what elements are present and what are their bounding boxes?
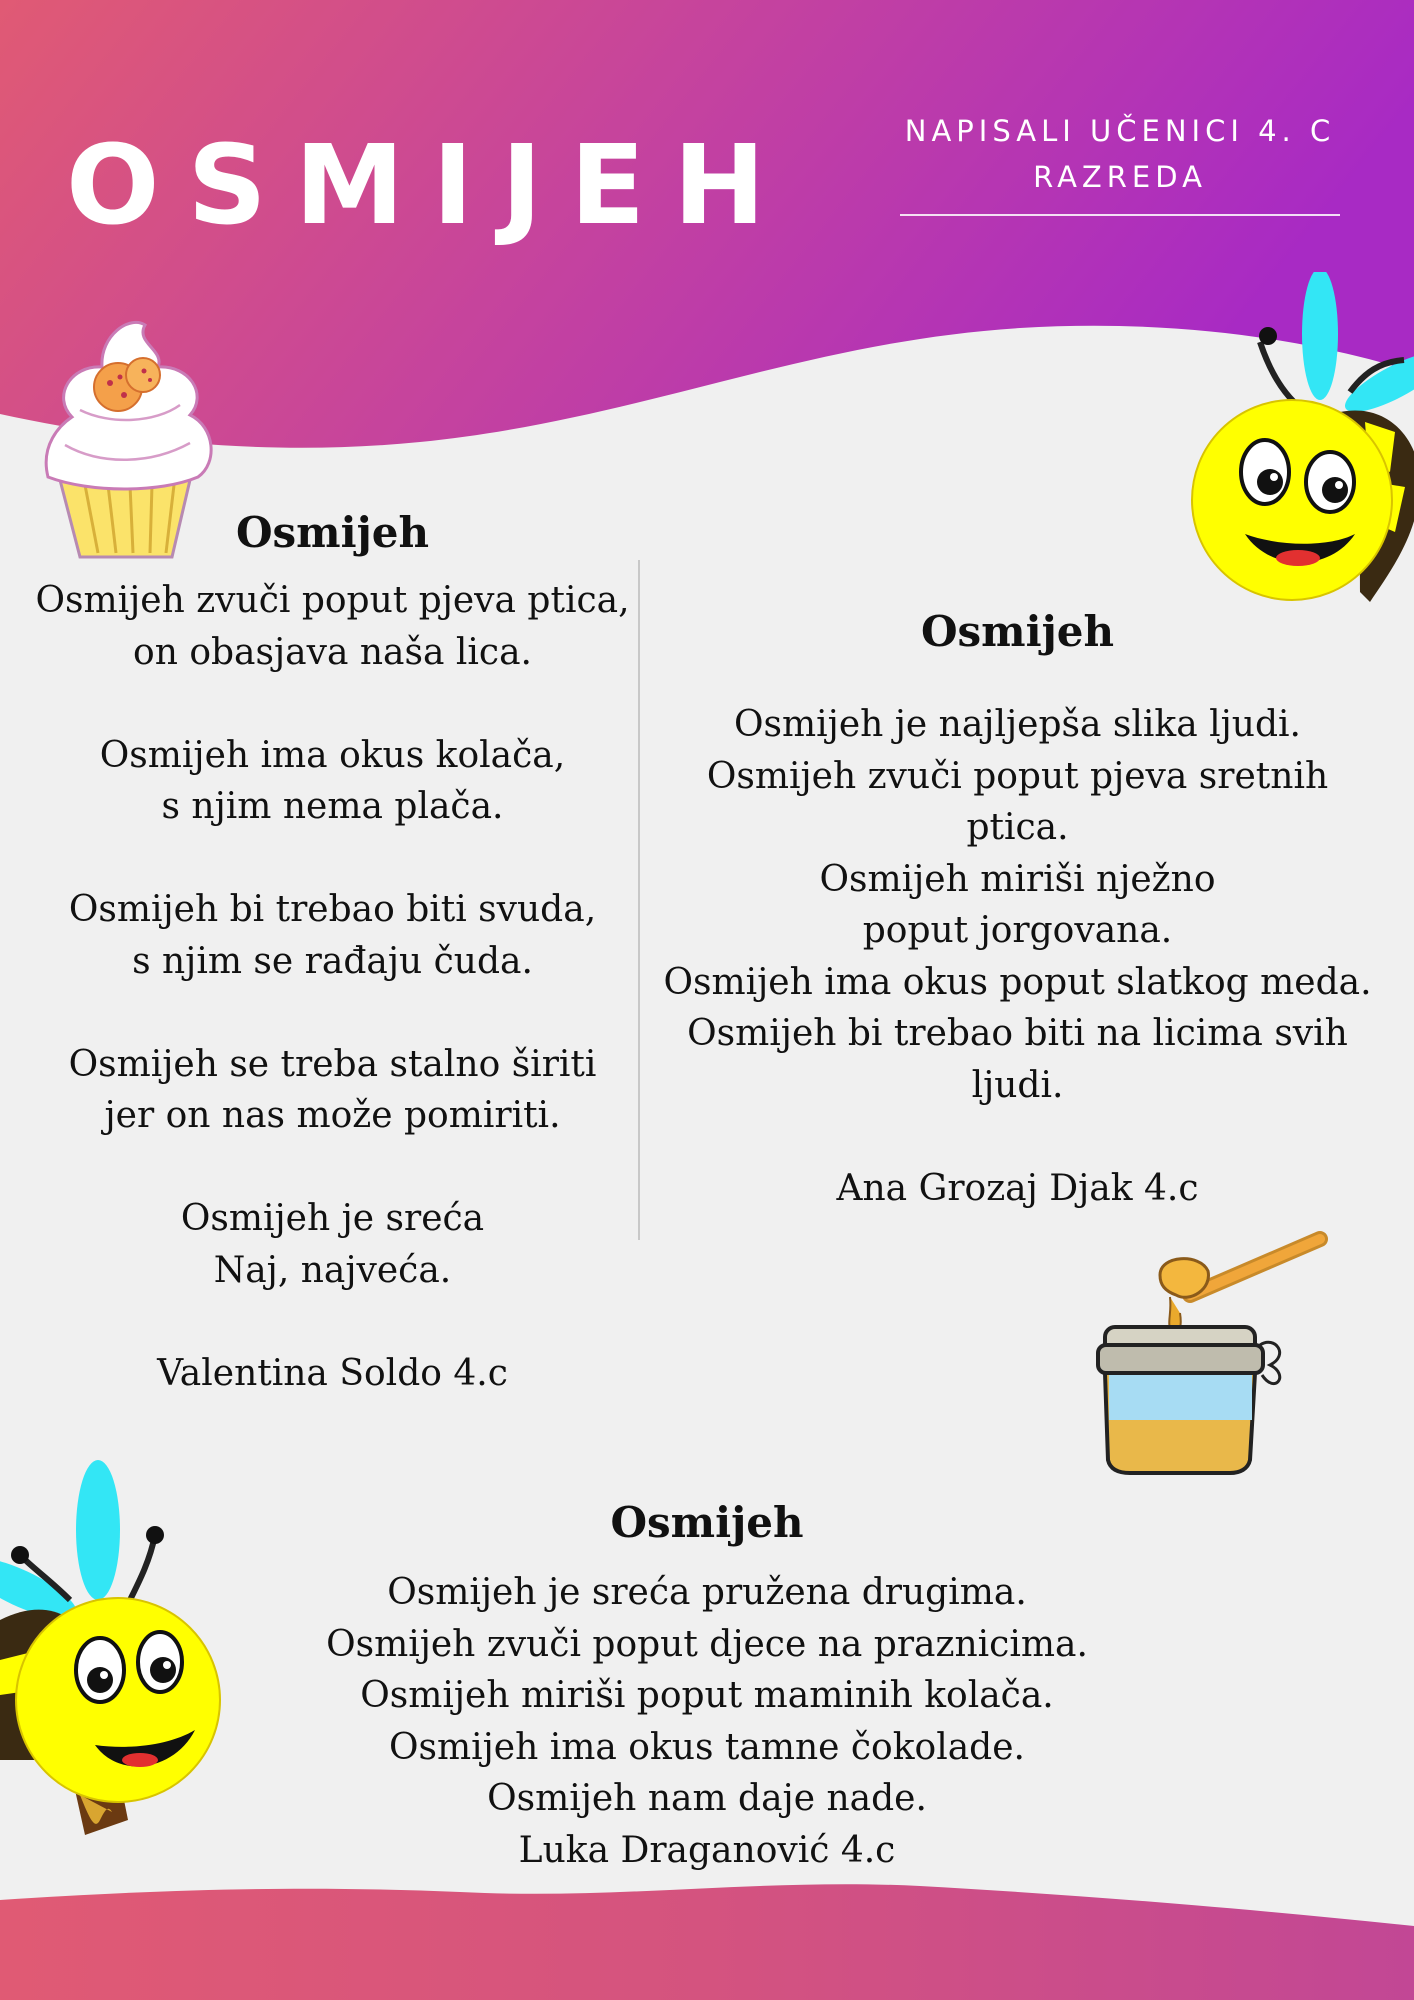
poem-luka	[300, 1498, 1114, 1876]
poem-line: Osmijeh miriši nježno poput jorgovana.	[819, 858, 1216, 951]
poem-line: Osmijeh je sreća pružena drugima.	[387, 1572, 1027, 1613]
poem-line: Osmijeh nam daje nade.	[487, 1778, 927, 1819]
subtitle-line: NAPISALI UČENICI 4. C	[904, 114, 1336, 148]
poem-ana	[650, 607, 1385, 1214]
poem-line: Osmijeh zvuči poput pjeva ptica,	[35, 580, 630, 621]
poem-line: Osmijeh je sreća	[180, 1198, 485, 1239]
poem-valentina	[10, 508, 655, 1399]
poem-line: s njim nema plača.	[161, 786, 504, 827]
poem-line: Osmijeh bi trebao biti svuda,	[68, 889, 597, 930]
honey-jar-icon	[1090, 1225, 1330, 1475]
subtitle-line: RAZREDA	[1033, 160, 1207, 194]
poem-line: on obasjava naša lica.	[133, 631, 532, 673]
footer-wave	[0, 1870, 1414, 2000]
poem-heading: Osmijeh	[920, 607, 1115, 656]
poem-heading: Osmijeh	[235, 508, 430, 557]
poem-heading: Osmijeh	[610, 1498, 804, 1547]
poem-line: Osmijeh ima okus poput slatkog meda.	[663, 961, 1372, 1003]
subtitle-rule	[900, 214, 1340, 216]
poem-line: s njim se rađaju čuda.	[132, 940, 533, 982]
bee-icon	[0, 1460, 230, 1840]
poem-line: Osmijeh zvuči poput djece na praznicima.	[326, 1623, 1088, 1665]
poem-line: Osmijeh je najljepša slika ljudi.	[734, 704, 1301, 745]
poem-line: Naj, najveća.	[213, 1249, 452, 1291]
poem-line: Osmijeh zvuči poput pjeva sretnih ptica.	[706, 755, 1329, 848]
page-title: OSMIJEH	[66, 121, 794, 249]
poem-line: jer on nas može pomiriti.	[104, 1095, 561, 1136]
bee-icon	[1190, 272, 1414, 612]
poem-line: Osmijeh bi trebao biti na licima svih ljudi.	[687, 1013, 1348, 1106]
poem-line: Osmijeh ima okus tamne čokolade.	[389, 1726, 1025, 1768]
poem-author: Ana Grozaj Djak 4.c	[836, 1167, 1199, 1209]
subtitle	[900, 108, 1340, 200]
poem-line: Osmijeh miriši poput maminih kolača.	[360, 1675, 1054, 1716]
poem-line: Osmijeh ima okus kolača,	[99, 734, 566, 776]
poem-line: Osmijeh se treba stalno širiti	[68, 1043, 597, 1085]
poem-author: Luka Draganović 4.c	[518, 1829, 896, 1871]
poem-author: Valentina Soldo 4.c	[157, 1352, 508, 1394]
